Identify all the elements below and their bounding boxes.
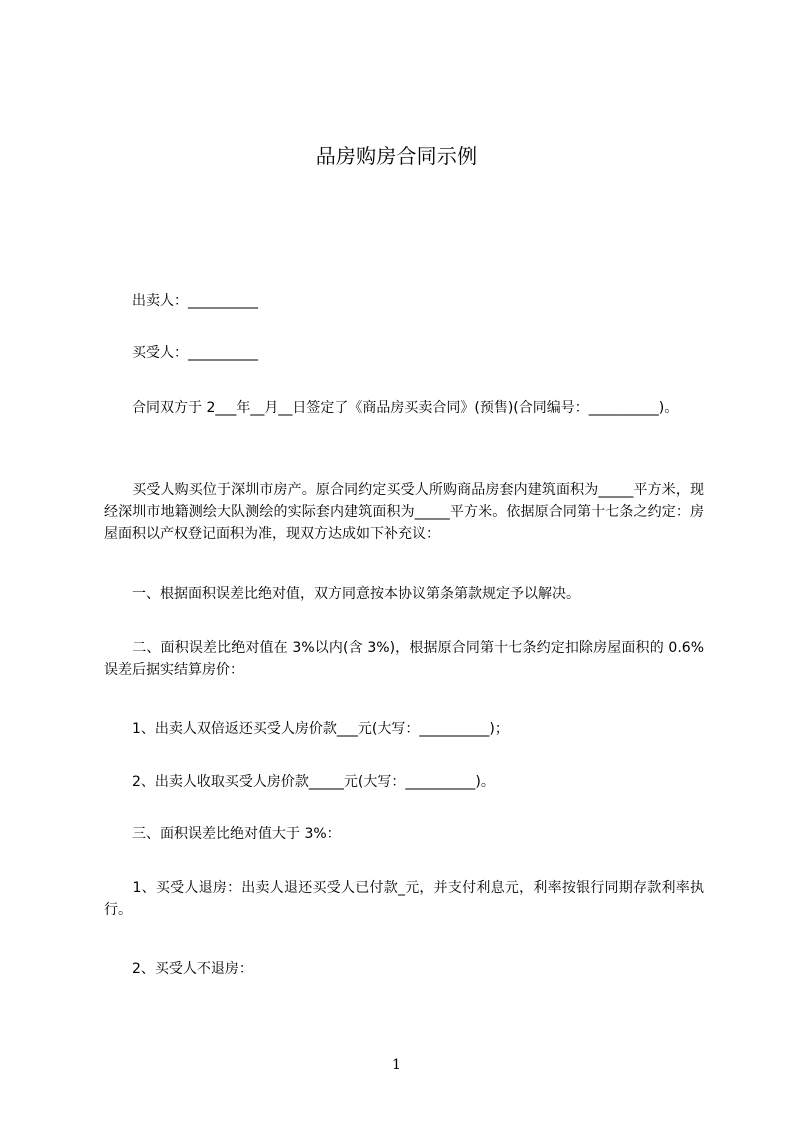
document-title: 品房购房合同示例 — [315, 144, 478, 168]
page-number: 1 — [392, 1057, 401, 1073]
buyer-line: 买受人：__________ — [104, 345, 258, 361]
clause-one: 一、根据面积误差比绝对值，双方同意按本协议第条第款规定予以解决。 — [104, 586, 580, 602]
clause-two: 二、面积误差比绝对值在 3%以内(含 3%)，根据原合同第十七条约定扣除房屋面积的 0.6%误差后据实结算房价： — [104, 640, 704, 678]
clause-two-item-1: 1、出卖人双倍返还买受人房价款___元(大写：__________)； — [104, 721, 509, 737]
contract-date-paragraph: 合同双方于 2___年__月__日签定了《商品房买卖合同》(预售)(合同编号：__________)。 — [104, 400, 679, 416]
clause-three-item-1: 1、买受人退房：出卖人退还买受人已付款_元，并支付利息元，利率按银行同期存款利率执行。 — [104, 880, 704, 918]
clause-two-item-2: 2、出卖人收取买受人房价款_____元(大写：__________)。 — [104, 774, 495, 790]
area-paragraph: 买受人购买位于深圳市房产。原合同约定买受人所购商品房套内建筑面积为_____平方米，现经深圳市地籍测绘大队测绘的实际套内建筑面积为_____平方米。依据原合同第十七条之约定：房屋面积以产权登记面积为准，现双方达成如下补充议： — [104, 482, 704, 542]
clause-three: 三、面积误差比绝对值大于 3%： — [104, 826, 341, 842]
seller-line: 出卖人：__________ — [104, 293, 258, 309]
clause-three-item-2: 2、买受人不退房： — [104, 961, 253, 977]
